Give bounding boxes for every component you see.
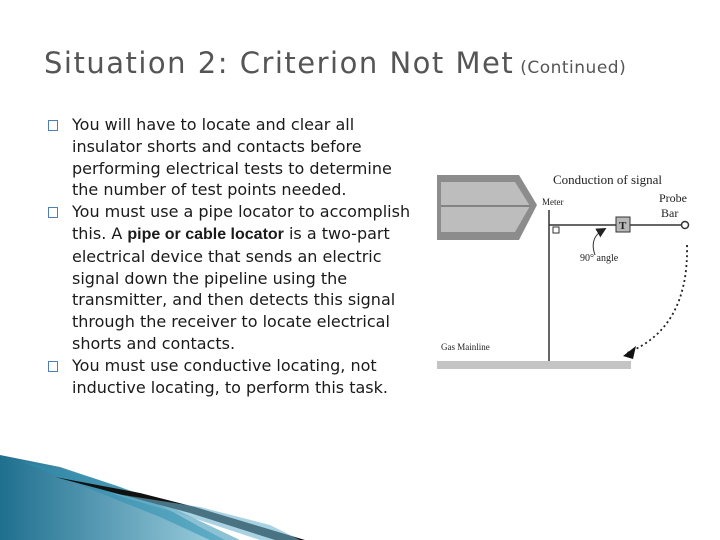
bullet-list [48,114,420,398]
transmitter-label: T [619,220,627,232]
bullet-box-icon [48,207,58,218]
bullet-text: You must use conductive locating, not inductive locating, to perform this task. [72,355,388,397]
angle-label: 90° angle [580,253,619,264]
probe-label: Probe [659,191,687,205]
slide-title-main: Situation 2: Criterion Not Met [44,46,515,80]
bullet-text-before: You must use a pipe locator to accomplish this. A [72,202,411,243]
meter-housing [437,175,537,240]
meter-label: Meter [542,197,564,207]
bullet-box-icon [48,120,58,131]
probe-bar-tip-icon [682,222,689,229]
diagram-svg [437,170,697,375]
mainline-label: Gas Mainline [441,342,490,352]
bullet-box-icon [48,361,58,372]
decorative-swoosh [0,455,720,540]
bullet-text: You will have to locate and clear all insulator shorts and contacts before performing electrical tests to determine the number of test points needed. [72,115,392,200]
gas-mainline-pipe [437,361,631,369]
bullet-item [48,114,420,201]
bullet-item [48,355,420,399]
diagram-header: Conduction of signal [553,172,663,187]
bar-label: Bar [661,206,679,220]
bullet-term: pipe or cable locator [127,225,284,243]
bullet-text-after: is a two-part electrical device that sends an electric signal down the pipeline using the transmitter, and then detects this signal through the receiver to locate electrical shorts and contacts. [72,223,396,353]
bullet-item [48,201,420,355]
slide-title [44,46,626,80]
pipe-locator-diagram [437,170,697,375]
slide-title-continued: (Continued) [520,58,627,78]
